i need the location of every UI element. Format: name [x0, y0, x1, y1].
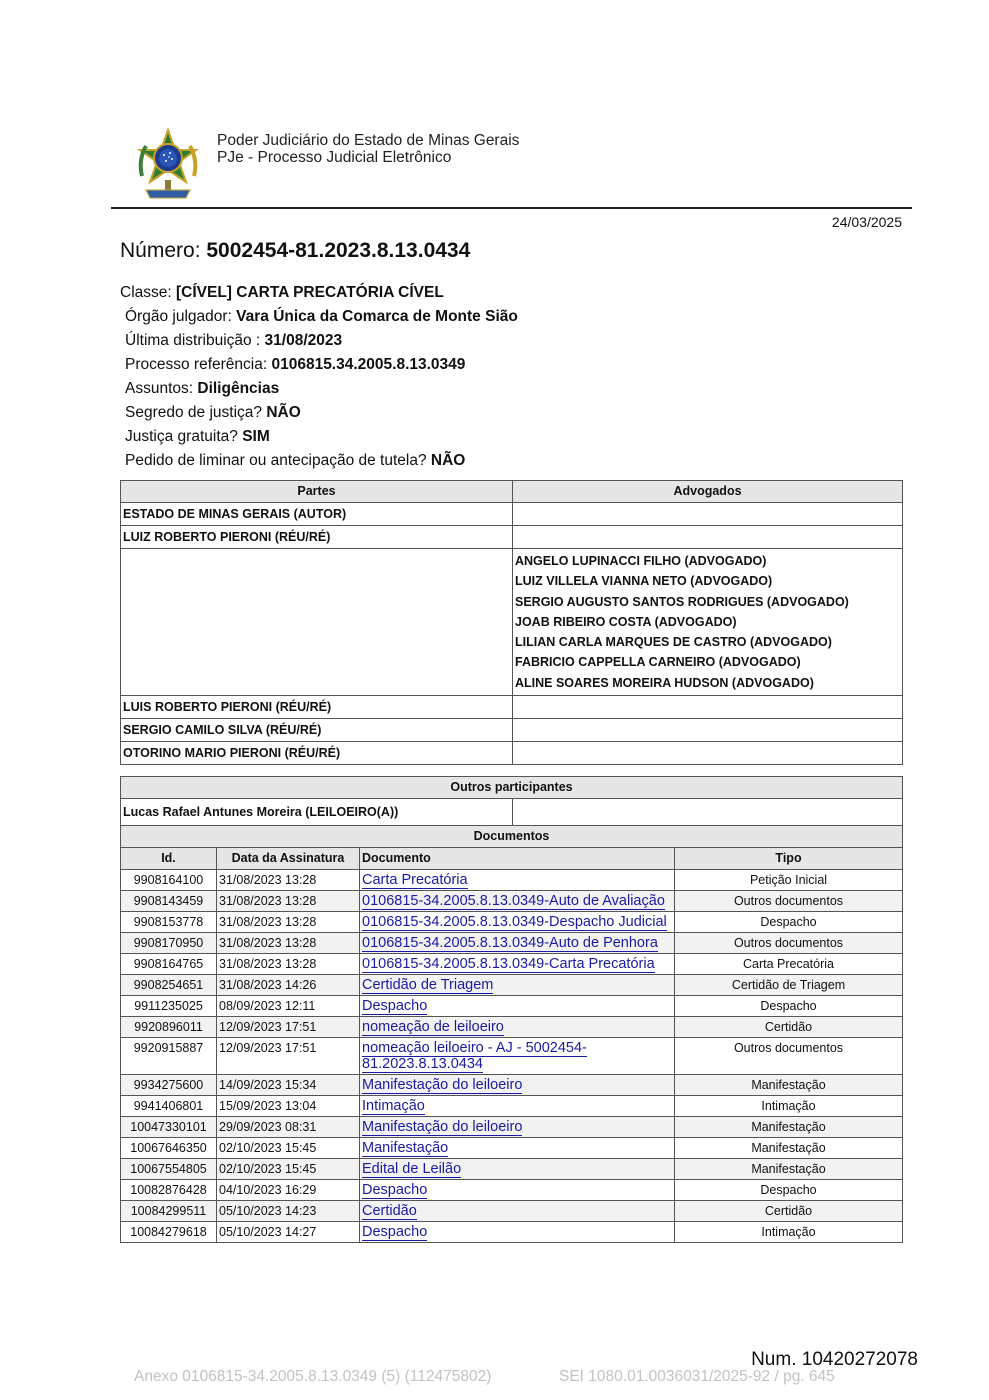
advogado-name: ANGELO LUPINACCI FILHO (ADVOGADO)	[515, 554, 767, 568]
doc-name-cell	[360, 912, 675, 933]
advogado-name: FABRICIO CAPPELLA CARNEIRO (ADVOGADO)	[515, 655, 801, 670]
table-row	[121, 996, 903, 1017]
meta-distribuicao	[125, 332, 342, 350]
table-row	[121, 954, 903, 975]
document-link[interactable]: Manifestação do leiloeiro	[362, 1119, 523, 1135]
table-row	[121, 891, 903, 912]
doc-date-cell: 08/09/2023 12:11	[217, 996, 360, 1017]
meta-label: Processo referência:	[125, 356, 272, 373]
doc-date-cell: 04/10/2023 16:29	[217, 1180, 360, 1201]
advogado-cell	[513, 719, 903, 742]
meta-processo-referencia	[125, 356, 465, 374]
doc-id-cell: 9908170950	[121, 933, 217, 954]
doc-name-cell	[360, 933, 675, 954]
participante-cell: Lucas Rafael Antunes Moreira (LEILOEIRO(A))	[121, 799, 513, 826]
meta-label: Órgão julgador:	[125, 308, 237, 325]
doc-name-cell	[360, 975, 675, 996]
doc-id-cell: 9920915887	[121, 1038, 217, 1075]
advogado-name: LILIAN CARLA MARQUES DE CASTRO (ADVOGADO)	[515, 635, 832, 650]
doc-name-cell	[360, 1117, 675, 1138]
advogado-cell	[513, 696, 903, 719]
document-link[interactable]: 0106815-34.2005.8.13.0349-Auto de Penhora	[362, 935, 658, 951]
process-number	[120, 239, 470, 263]
doc-type-cell: Manifestação	[675, 1075, 903, 1096]
doc-type-cell: Manifestação	[675, 1159, 903, 1180]
outros-header-row	[121, 777, 903, 799]
doc-type-cell: Certidão	[675, 1201, 903, 1222]
documentos-table	[120, 825, 903, 1243]
meta-label: Justiça gratuita?	[125, 428, 243, 445]
doc-id-cell: 10067554805	[121, 1159, 217, 1180]
doc-name-cell	[360, 954, 675, 975]
doc-name-cell	[360, 1138, 675, 1159]
doc-id-cell: 9908143459	[121, 891, 217, 912]
doc-date-cell: 05/10/2023 14:23	[217, 1201, 360, 1222]
document-link[interactable]: Certidão	[362, 1203, 417, 1219]
meta-value: 0106815.34.2005.8.13.0349	[271, 356, 466, 373]
meta-classe	[120, 284, 444, 302]
doc-id-cell: 9941406801	[121, 1096, 217, 1117]
table-row	[121, 1159, 903, 1180]
document-link[interactable]: Manifestação	[362, 1140, 449, 1156]
doc-type-cell: Certidão de Triagem	[675, 975, 903, 996]
advogado-name: ALINE SOARES MOREIRA HUDSON (ADVOGADO)	[515, 675, 814, 690]
meta-value: Vara Única da Comarca de Monte Sião	[236, 308, 518, 325]
table-row	[121, 1117, 903, 1138]
doc-name-cell	[360, 1180, 675, 1201]
meta-orgao	[125, 308, 518, 326]
table-row	[121, 1222, 903, 1243]
doc-type-cell: Outros documentos	[675, 1038, 903, 1075]
doc-type-cell: Outros documentos	[675, 891, 903, 912]
document-link[interactable]: nomeação de leiloeiro	[362, 1019, 504, 1035]
advogado-name: JOAB RIBEIRO COSTA (ADVOGADO)	[515, 614, 737, 629]
meta-label: Classe:	[120, 284, 176, 301]
document-link[interactable]: Certidão de Triagem	[362, 977, 494, 993]
doc-date-cell: 12/09/2023 17:51	[217, 1017, 360, 1038]
doc-name-cell	[360, 870, 675, 891]
document-link[interactable]: Carta Precatória	[362, 872, 468, 888]
parte-cell: LUIZ ROBERTO PIERONI (RÉU/RÉ)	[121, 526, 513, 549]
doc-name-cell	[360, 1038, 675, 1075]
doc-name-cell	[360, 1222, 675, 1243]
document-link[interactable]: Despacho	[362, 1182, 428, 1198]
meta-value: Diligências	[197, 380, 280, 397]
doc-name-cell	[360, 1017, 675, 1038]
doc-date-cell: 15/09/2023 13:04	[217, 1096, 360, 1117]
advogado-cell	[513, 549, 903, 696]
table-row	[121, 696, 903, 719]
doc-type-cell: Intimação	[675, 1222, 903, 1243]
document-date: 24/03/2025	[831, 214, 902, 230]
table-row	[121, 1017, 903, 1038]
table-row	[121, 503, 903, 526]
partes-header-row	[121, 481, 903, 503]
table-row	[121, 1038, 903, 1075]
doc-date-cell: 31/08/2023 13:28	[217, 870, 360, 891]
documentos-title: Documentos	[121, 826, 903, 848]
doc-id-cell: 9911235025	[121, 996, 217, 1017]
doc-id-cell: 9908164100	[121, 870, 217, 891]
anexo-watermark: Anexo 0106815-34.2005.8.13.0349 (5) (112475802)	[134, 1368, 492, 1385]
meta-assuntos	[125, 380, 279, 398]
doc-date-cell: 14/09/2023 15:34	[217, 1075, 360, 1096]
meta-label: Pedido de liminar ou antecipação de tutela?	[125, 452, 431, 469]
process-number-value: 5002454-81.2023.8.13.0434	[206, 239, 471, 262]
table-row	[121, 1180, 903, 1201]
table-row	[121, 912, 903, 933]
doc-type-cell: Despacho	[675, 996, 903, 1017]
doc-date-cell: 31/08/2023 14:26	[217, 975, 360, 996]
meta-value: NÃO	[430, 452, 466, 469]
document-link[interactable]: nomeação leiloeiro - AJ - 5002454-81.2023.8.13.0434	[362, 1040, 587, 1072]
process-number-label: Número:	[120, 239, 201, 262]
partes-table	[120, 480, 903, 765]
col-tipo: Tipo	[675, 848, 903, 870]
meta-value: SIM	[242, 428, 270, 445]
parte-cell: LUIS ROBERTO PIERONI (RÉU/RÉ)	[121, 696, 513, 719]
doc-id-cell: 9908164765	[121, 954, 217, 975]
advogado-cell	[513, 526, 903, 549]
documentos-header-row	[121, 848, 903, 870]
advogado-name: SERGIO AUGUSTO SANTOS RODRIGUES (ADVOGADO)	[515, 594, 849, 609]
document-link[interactable]: 0106815-34.2005.8.13.0349-Auto de Avaliação	[362, 893, 665, 909]
doc-type-cell: Outros documentos	[675, 933, 903, 954]
doc-date-cell: 31/08/2023 13:28	[217, 933, 360, 954]
document-link[interactable]: Manifestação do leiloeiro	[362, 1077, 523, 1093]
table-row	[121, 1138, 903, 1159]
doc-name-cell	[360, 891, 675, 912]
system-name: PJe - Processo Judicial Eletrônico	[217, 149, 452, 166]
table-row	[121, 933, 903, 954]
document-num: Num. 10420272078	[751, 1349, 918, 1370]
doc-type-cell: Despacho	[675, 912, 903, 933]
advogado-cell	[513, 742, 903, 765]
doc-type-cell: Manifestação	[675, 1117, 903, 1138]
table-row	[121, 526, 903, 549]
doc-date-cell: 31/08/2023 13:28	[217, 912, 360, 933]
table-row	[121, 870, 903, 891]
meta-label: Assuntos:	[125, 380, 198, 397]
doc-type-cell: Despacho	[675, 1180, 903, 1201]
sei-watermark: SEI 1080.01.0036031/2025-92 / pg. 645	[559, 1368, 835, 1385]
parte-cell	[121, 549, 513, 696]
meta-segredo	[125, 404, 301, 422]
meta-value: [CÍVEL] CARTA PRECATÓRIA CÍVEL	[176, 284, 444, 301]
doc-date-cell: 02/10/2023 15:45	[217, 1138, 360, 1159]
doc-date-cell: 29/09/2023 08:31	[217, 1117, 360, 1138]
table-row	[121, 799, 903, 826]
advogados-header: Advogados	[513, 481, 903, 503]
meta-label: Última distribuição :	[125, 332, 265, 349]
advogado-cell	[513, 503, 903, 526]
documentos-title-row	[121, 826, 903, 848]
doc-date-cell: 02/10/2023 15:45	[217, 1159, 360, 1180]
meta-label: Segredo de justiça?	[125, 404, 267, 421]
doc-id-cell: 10084279618	[121, 1222, 217, 1243]
documentos-body	[121, 870, 903, 1243]
doc-id-cell: 9908153778	[121, 912, 217, 933]
doc-date-cell: 05/10/2023 14:27	[217, 1222, 360, 1243]
brazil-coat-of-arms-icon	[128, 124, 208, 204]
meta-value: NÃO	[266, 404, 301, 421]
doc-name-cell	[360, 996, 675, 1017]
document-link[interactable]: Despacho	[362, 998, 428, 1014]
doc-id-cell: 10067646350	[121, 1138, 217, 1159]
doc-id-cell: 9908254651	[121, 975, 217, 996]
meta-value: 31/08/2023	[264, 332, 343, 349]
doc-date-cell: 31/08/2023 13:28	[217, 891, 360, 912]
table-row	[121, 742, 903, 765]
parte-cell: ESTADO DE MINAS GERAIS (AUTOR)	[121, 503, 513, 526]
document-link[interactable]: Despacho	[362, 1224, 428, 1240]
table-row	[121, 549, 903, 696]
document-link[interactable]: 0106815-34.2005.8.13.0349-Despacho Judicial	[362, 914, 667, 930]
parte-cell: OTORINO MARIO PIERONI (RÉU/RÉ)	[121, 742, 513, 765]
table-row	[121, 975, 903, 996]
doc-name-cell	[360, 1159, 675, 1180]
doc-type-cell: Certidão	[675, 1017, 903, 1038]
doc-id-cell: 10084299511	[121, 1201, 217, 1222]
doc-id-cell: 10082876428	[121, 1180, 217, 1201]
doc-id-cell: 9934275600	[121, 1075, 217, 1096]
doc-type-cell: Carta Precatória	[675, 954, 903, 975]
table-row	[121, 719, 903, 742]
document-link[interactable]: Intimação	[362, 1098, 425, 1114]
document-link[interactable]: Edital de Leilão	[362, 1161, 462, 1177]
document-link[interactable]: 0106815-34.2005.8.13.0349-Carta Precatória	[362, 956, 655, 972]
col-data: Data da Assinatura	[217, 848, 360, 870]
doc-date-cell: 31/08/2023 13:28	[217, 954, 360, 975]
doc-name-cell	[360, 1096, 675, 1117]
doc-name-cell	[360, 1201, 675, 1222]
meta-liminar	[125, 452, 465, 470]
doc-type-cell: Manifestação	[675, 1138, 903, 1159]
header-divider	[111, 207, 912, 209]
partes-header: Partes	[121, 481, 513, 503]
outros-participantes-table	[120, 776, 903, 826]
doc-id-cell: 10047330101	[121, 1117, 217, 1138]
table-row	[121, 1201, 903, 1222]
doc-type-cell: Intimação	[675, 1096, 903, 1117]
outros-header: Outros participantes	[121, 777, 903, 799]
doc-date-cell: 12/09/2023 17:51	[217, 1038, 360, 1075]
col-id: Id.	[121, 848, 217, 870]
table-row	[121, 1075, 903, 1096]
doc-name-cell	[360, 1075, 675, 1096]
doc-type-cell: Petição Inicial	[675, 870, 903, 891]
col-documento: Documento	[360, 848, 675, 870]
advogado-name: LUIZ VILLELA VIANNA NETO (ADVOGADO)	[515, 574, 773, 589]
doc-id-cell: 9920896011	[121, 1017, 217, 1038]
court-name: Poder Judiciário do Estado de Minas Gerais	[217, 132, 520, 149]
participante-extra-cell	[513, 799, 903, 826]
meta-gratuita	[125, 428, 270, 446]
table-row	[121, 1096, 903, 1117]
parte-cell: SERGIO CAMILO SILVA (RÉU/RÉ)	[121, 719, 513, 742]
